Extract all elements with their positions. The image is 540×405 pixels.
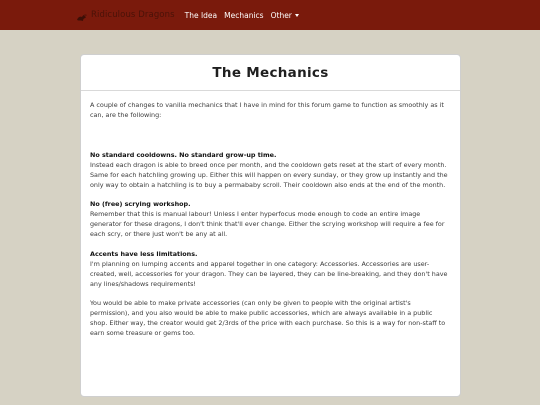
chevron-down-icon	[295, 14, 299, 17]
dragon-icon	[76, 9, 88, 21]
section-paragraph: I'm planning on lumping accents and apparel together in one category: Accessories. Accessories are user-created, well, accessories for your dragon. They can be layered, they can be line-breaking, and they don't have any lines/shadows requirements!	[90, 259, 448, 288]
card-body	[81, 91, 460, 339]
nav-link-the-idea[interactable]: The Idea	[184, 10, 218, 20]
section-paragraph: Instead each dragon is able to breed once per month, and the cooldown gets reset at the start of every month. Same for each hatchling growing up. Either this will happen on every sunday, or they grow up instantly and the only way to obtain a hatchling is to buy a permababy scroll. Their cooldown also ends at the end of the month.	[90, 160, 448, 189]
section-title: No standard cooldowns. No standard grow-up time.	[90, 150, 277, 159]
page-title: The Mechanics	[212, 64, 329, 81]
card-header	[81, 55, 460, 91]
nav-link-mechanics[interactable]: Mechanics	[224, 10, 264, 20]
section-scrying	[90, 200, 451, 240]
section-title: Accents have less limitations.	[90, 249, 198, 258]
top-navbar	[0, 0, 540, 30]
mechanics-card	[80, 54, 461, 397]
nav-dropdown-other[interactable]	[271, 11, 299, 20]
nav-dropdown-label: Other	[270, 10, 292, 20]
section-cooldowns	[90, 151, 451, 191]
section-paragraph: You would be able to make private accessories (can only be given to people with the original artist's permission), and you also would be able to make public accessories, which are always available in a public shop. Either way, the creator would get 2/3rds of the price with each purchase. So this is a way for non-staff to earn some treasure or gems too.	[90, 299, 446, 338]
brand-link[interactable]	[76, 9, 175, 21]
brand-name: Ridiculous Dragons	[91, 10, 175, 20]
section-paragraph: Remember that this is manual labour! Unless I enter hyperfocus mode enough to code an entire image generator for these dragons, I don't think that'll ever change. Either the scrying workshop will require a fee for each scry, or there just won't be any at all.	[90, 210, 445, 239]
intro-text: A couple of changes to vanilla mechanics that I have in mind for this forum game to function as smoothly as it can, are the following:	[90, 101, 444, 119]
section-title: No (free) scrying workshop.	[90, 200, 191, 209]
section-accents	[90, 250, 451, 339]
